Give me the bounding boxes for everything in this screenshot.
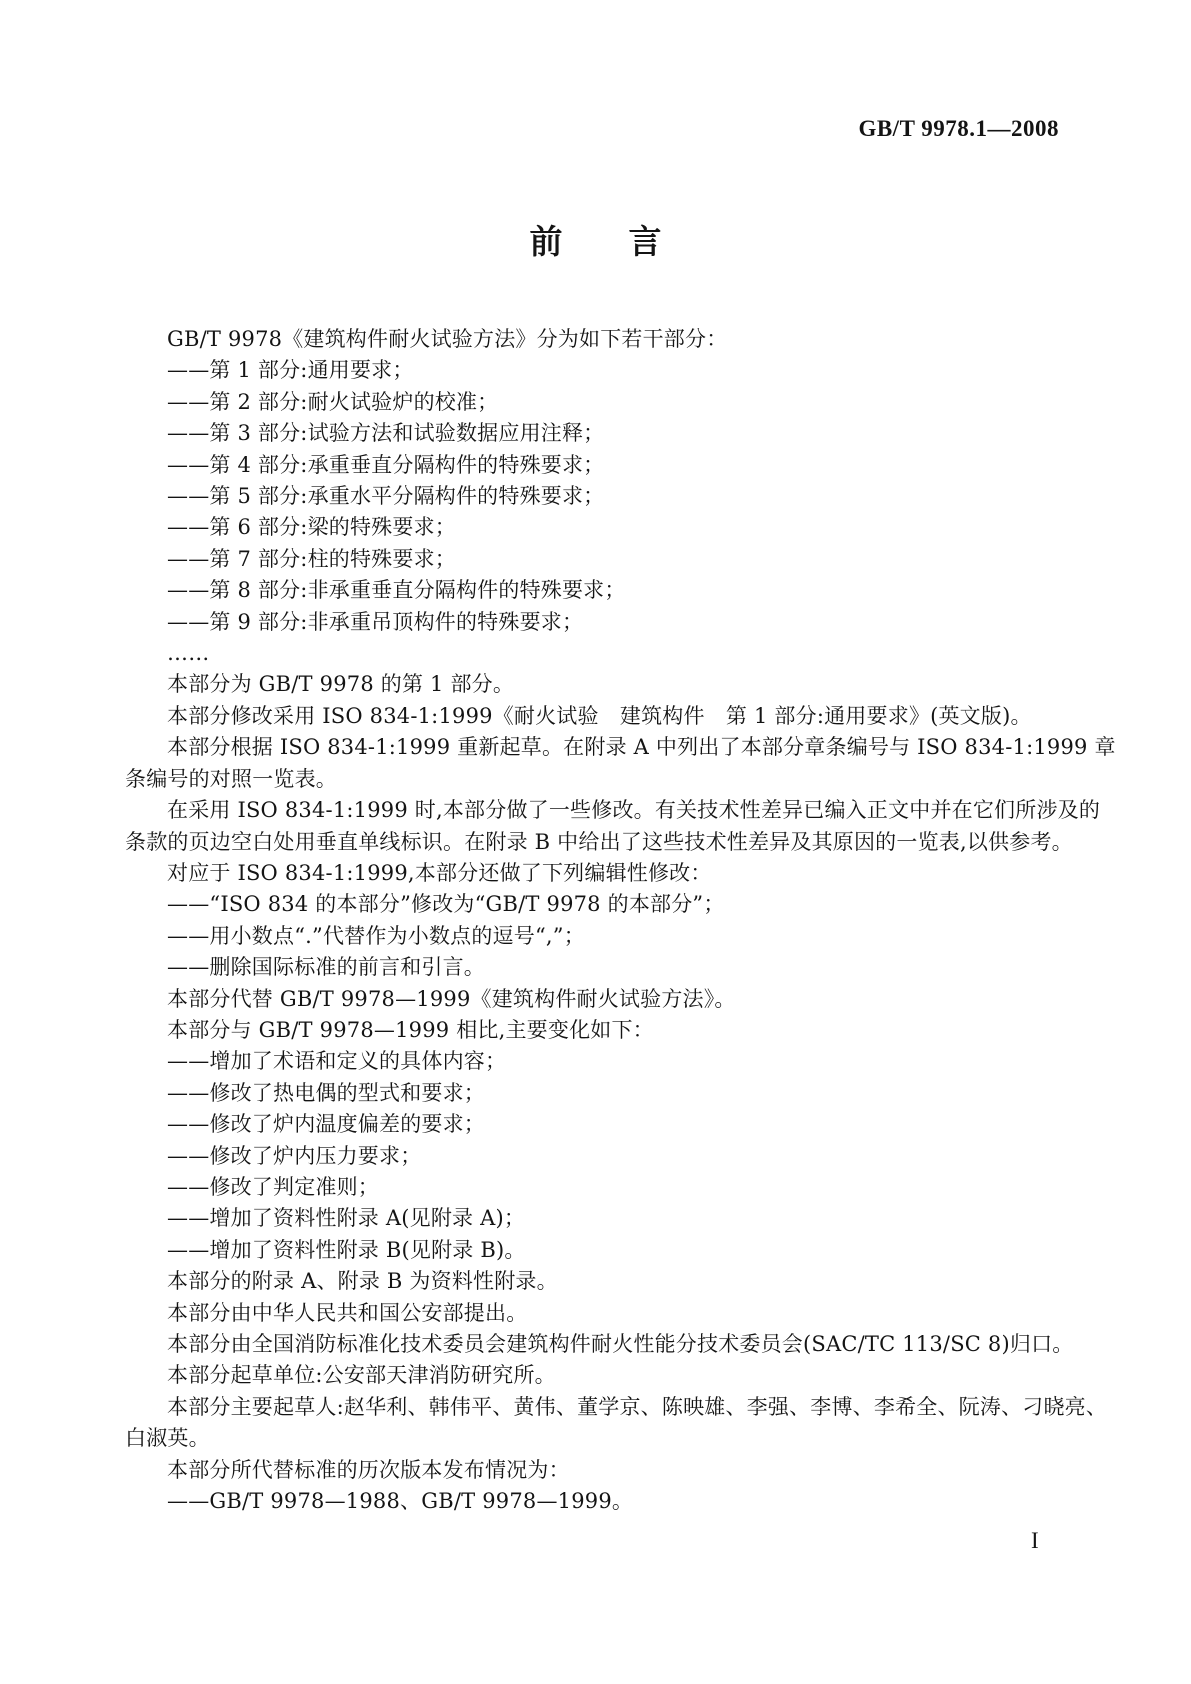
foreword-body <box>125 324 1116 1517</box>
text-line: ——第 3 部分:试验方法和试验数据应用注释； <box>167 421 605 446</box>
text-line: 本部分与 GB/T 9978—1999 相比,主要变化如下： <box>167 1017 654 1042</box>
text-line: ——用小数点“.”代替作为小数点的逗号“,”； <box>167 923 585 948</box>
text-line: …… <box>167 641 210 666</box>
text-line: ——第 5 部分:承重水平分隔构件的特殊要求； <box>167 484 605 509</box>
text-line: ——“ISO 834 的本部分”修改为“GB/T 9978 的本部分”； <box>167 892 725 917</box>
text-line: ——第 8 部分:非承重垂直分隔构件的特殊要求； <box>167 578 626 603</box>
text-line: 条款的页边空白处用垂直单线标识。在附录 B 中给出了这些技术性差异及其原因的一览表,以供参考。 <box>125 829 1073 854</box>
text-line: 本部分由中华人民共和国公安部提出。 <box>167 1300 528 1325</box>
standard-code: GB/T 9978.1—2008 <box>858 116 1059 141</box>
text-line: ——第 7 部分:柱的特殊要求； <box>167 546 456 571</box>
text-line: ——第 2 部分:耐火试验炉的校准； <box>167 389 499 414</box>
text-line: 本部分主要起草人:赵华利、韩伟平、黄伟、董学京、陈映雄、李强、李博、李希全、阮涛、刁晓亮、 <box>167 1394 1108 1419</box>
text-line: 白淑英。 <box>125 1426 210 1451</box>
text-line: 本部分代替 GB/T 9978—1999《建筑构件耐火试验方法》。 <box>167 986 736 1011</box>
text-line: 在采用 ISO 834-1:1999 时,本部分做了一些修改。有关技术性差异已编入正文中并在它们所涉及的 <box>167 798 1101 823</box>
text-line: ——增加了资料性附录 B(见附录 B)。 <box>167 1237 526 1262</box>
text-line: ——增加了术语和定义的具体内容； <box>167 1049 507 1074</box>
text-line: 本部分的附录 A、附录 B 为资料性附录。 <box>167 1269 558 1294</box>
text-line: ——修改了热电偶的型式和要求； <box>167 1080 485 1105</box>
text-line: ——修改了判定准则； <box>167 1174 379 1199</box>
text-line: GB/T 9978《建筑构件耐火试验方法》分为如下若干部分： <box>167 327 728 351</box>
text-line: ——GB/T 9978—1988、GB/T 9978—1999。 <box>167 1489 634 1514</box>
text-line: ——增加了资料性附录 A(见附录 A)； <box>167 1206 526 1231</box>
text-line: 本部分由全国消防标准化技术委员会建筑构件耐火性能分技术委员会(SAC/TC 113/SC 8)归口。 <box>167 1332 1074 1356</box>
page-title: 前 言 <box>529 222 662 261</box>
text-line: 条编号的对照一览表。 <box>125 766 337 791</box>
text-line: ——第 9 部分:非承重吊顶构件的特殊要求； <box>167 609 584 634</box>
text-line: ——第 6 部分:梁的特殊要求； <box>167 515 456 540</box>
text-line: 对应于 ISO 834-1:1999,本部分还做了下列编辑性修改： <box>167 860 712 885</box>
text-line: 本部分起草单位:公安部天津消防研究所。 <box>167 1363 556 1388</box>
text-line: 本部分所代替标准的历次版本发布情况为： <box>167 1457 570 1482</box>
text-line: ——删除国际标准的前言和引言。 <box>167 955 485 980</box>
text-line: 本部分为 GB/T 9978 的第 1 部分。 <box>167 672 515 697</box>
text-line: 本部分根据 ISO 834-1:1999 重新起草。在附录 A 中列出了本部分章条编号与 ISO 834-1:1999 章 <box>167 735 1116 760</box>
page-number: I <box>1031 1528 1039 1553</box>
text-line: ——第 4 部分:承重垂直分隔构件的特殊要求； <box>167 452 605 477</box>
text-line: ——修改了炉内温度偏差的要求； <box>167 1112 485 1137</box>
text-line: ——第 1 部分:通用要求； <box>167 358 414 383</box>
text-line: 本部分修改采用 ISO 834-1:1999《耐火试验 建筑构件 第 1 部分:通用要求》(英文版)。 <box>167 703 1032 728</box>
text-line: ——修改了炉内压力要求； <box>167 1143 422 1168</box>
